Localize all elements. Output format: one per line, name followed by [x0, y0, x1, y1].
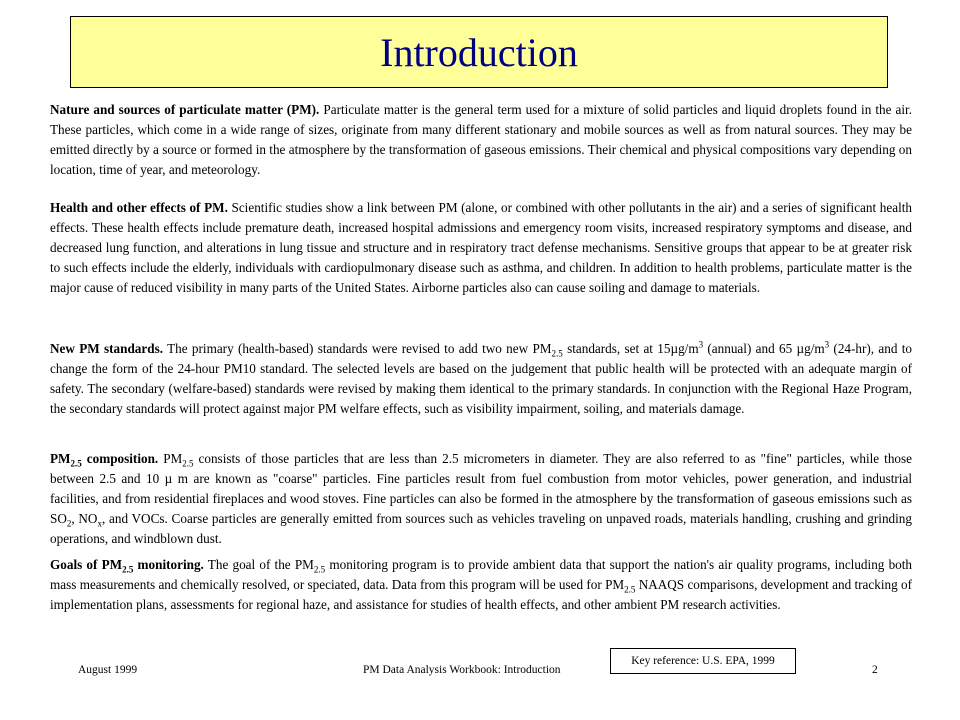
subscript: 2.5	[313, 564, 326, 575]
paragraph-heading: New PM standards.	[50, 341, 164, 356]
superscript: 3	[698, 339, 704, 350]
paragraph-text: , and VOCs. Coarse particles are generally emitted from sources such as vehicles traveling on unpaved roads, materials handling, crushing and grinding operations, and windblown dust.	[50, 511, 912, 546]
paragraph-body: Particulate matter is the general term used for a mixture of solid particles and liquid droplets found in the air. These particles, which come in a wide range of sizes, originate from many different stationary and mobile sources as well as from natural sources. They may be emitted directly by a source or formed in the atmosphere by the transformation of gaseous emissions. Their chemical and physical compositions vary depending on location, time of year, and meteorology.	[50, 102, 912, 177]
paragraph-heading	[50, 557, 204, 575]
paragraph-monitoring-goals	[50, 555, 912, 615]
paragraph-text: PM	[158, 451, 183, 466]
paragraph-text: , NO	[71, 511, 98, 526]
heading-text: PM	[50, 451, 71, 466]
paragraph-text: (24-hr), and to change the form of the 24-hour PM10 standard. The selected levels are based on the judgement that public health will be protected with an adequate margin of safety. The secondary (welfare-based) standards were revised by making them identical to the primary standards. In conjunction with the Regional Haze Program, the secondary standards will protect against major PM welfare effects, such as visibility impairment, soiling, and materials damage.	[50, 341, 913, 416]
paragraph-text: standards, set at 15µg/m	[562, 341, 699, 356]
paragraph-health-effects	[50, 198, 912, 298]
paragraph-nature-sources	[50, 100, 912, 180]
subscript: 2	[66, 518, 72, 529]
paragraph-text: (annual) and 65 µg/m	[703, 341, 825, 356]
page-title: Introduction	[380, 29, 578, 75]
key-reference-box: Key reference: U.S. EPA, 1999	[610, 648, 796, 674]
paragraph-heading	[50, 451, 159, 469]
paragraph-new-standards	[50, 339, 912, 419]
footer-date: August 1999	[78, 664, 138, 676]
subscript: x	[97, 518, 102, 529]
subscript: 2.5	[624, 584, 636, 595]
paragraph-heading: Health and other effects of PM.	[50, 200, 228, 215]
paragraph-text: consists of those particles that are less than 2.5 micrometers in diameter. They are also referred to as "fine" particles, while those between 2.5 and 10 µ m are known as "coarse" particles. Fine particles result from fuel combustion from motor vehicles, power generation, and industrial facilities, and from residential fireplaces and wood stoves. Fine particles can also be formed in the atmosphere by the transformation of gaseous emissions such as SO	[50, 451, 912, 526]
footer-title: PM Data Analysis Workbook: Introduction	[363, 664, 561, 676]
subscript: 2.5	[70, 458, 82, 469]
heading-text: monitoring.	[133, 557, 204, 572]
paragraph-pm25-composition	[50, 449, 912, 549]
paragraph-text: The primary (health-based) standards were revised to add two new PM	[163, 341, 552, 356]
page-number: 2	[872, 664, 878, 676]
subscript: 2.5	[122, 564, 134, 575]
paragraph-text: monitoring program is to provide ambient data that support the nation's air quality programs, including both mass measurements and chemically resolved, or speciated, data. Data from this program will be used for PM	[50, 557, 913, 592]
superscript: 3	[824, 339, 830, 350]
title-box	[70, 16, 888, 88]
heading-text: Goals of PM	[50, 557, 123, 572]
paragraph-body: Scientific studies show a link between PM (alone, or combined with other pollutants in the air) and a series of significant health effects. These health effects include premature death, increased hospital admissions and emergency room visits, increased respiratory symptoms and disease, and decreased lung function, and alterations in lung tissue and structure and in respiratory tract defense mechanisms. Sensitive groups that appear to be at greater risk to such effects include the elderly, individuals with cardiopulmonary disease such as asthma, and children. In addition to health problems, particulate matter is the major cause of reduced visibility in many parts of the United States. Airborne particles also can cause soiling and damage to materials.	[50, 200, 912, 295]
subscript: 2.5	[182, 458, 194, 469]
paragraph-text: The goal of the PM	[203, 557, 314, 572]
subscript: 2.5	[551, 348, 563, 359]
heading-text: composition.	[81, 451, 159, 466]
paragraph-heading: Nature and sources of particulate matter (PM).	[50, 102, 320, 117]
paragraph-text: NAAQS comparisons, development and tracking of implementation plans, assessments for regional haze, and assistance for studies of health effects, and other ambient PM research activities.	[50, 577, 913, 612]
